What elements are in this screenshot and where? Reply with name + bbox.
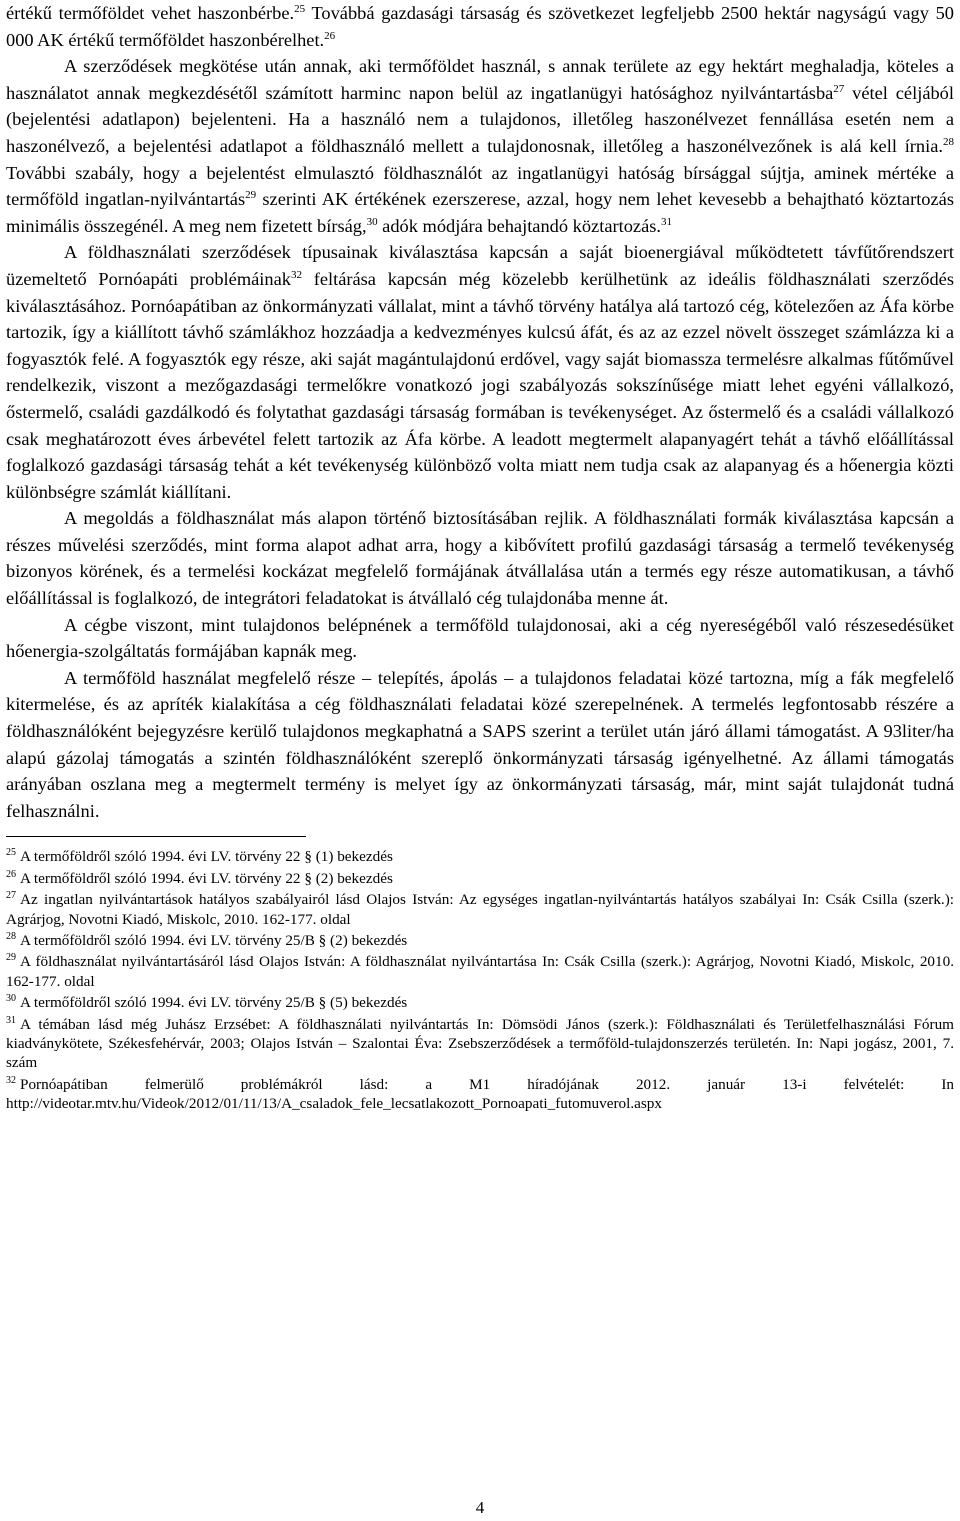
paragraph-text: A termőföld használat megfelelő része – telepítés, ápolás – a tulajdonos feladatai közé tartozna, míg a fák megfelelő kitermelése, és az apríték kialakítása a cég földhasználati feladatai közé szerepelnének. A termelés legfontosabb részére a földhasználóként bejegyzésre kerülő tulajdonos megkaphatná a SAPS szerint a terület után járó állami támogatást. A 93liter/ha alapú gázolaj támogatás a szintén földhasználóként szereplő önkormányzati társaság igényelhetné. Az állami támogatás arányában oszlana meg a megtermelt termény is melyet így az önkormányzati társaság, már, mint saját tulajdonát tudná felhasználni. [6, 667, 954, 821]
footnote [6, 1015, 954, 1073]
footnote-number: 26 [6, 868, 16, 880]
footnote-number: 29 [6, 952, 16, 964]
paragraph [6, 612, 954, 665]
footnote-ref: 30 [366, 215, 378, 228]
paragraph-text: A földhasználati szerződések típusainak kiválasztása kapcsán a saját bioenergiával működtetett távfűtőrendszert üzemeltető Pornóapáti problémáinak [6, 242, 954, 289]
footnote [6, 952, 954, 991]
footnote-text: A termőföldről szóló 1994. évi LV. törvény 25/B § (2) bekezdés [20, 932, 408, 950]
paragraph [6, 53, 954, 239]
footnote-separator [6, 836, 306, 837]
footnote-number: 32 [6, 1074, 16, 1086]
footnote-ref: 28 [943, 135, 954, 148]
footnote-ref: 26 [324, 29, 336, 42]
footnote-ref: 32 [290, 268, 302, 281]
footnote-text: Az ingatlan nyilvántartások hatályos szabályairól lásd Olajos István: Az egységes ingatlan-nyilvántartás hatályos szabályai In: Csák Csilla (szerk.): Agrárjog, Novotni Kiadó, Miskolc, 2010. 162-177. oldal [6, 891, 954, 928]
footnote-ref: 27 [833, 82, 845, 95]
footnote-text: A termőföldről szóló 1994. évi LV. törvény 22 § (1) bekezdés [20, 848, 393, 866]
footnote-text: A termőföldről szóló 1994. évi LV. törvény 25/B § (5) bekezdés [20, 994, 408, 1012]
footnote-number: 28 [6, 931, 16, 943]
paragraph-text: adók módjára behajtandó köztartozás. [377, 215, 661, 236]
paragraph [6, 239, 954, 505]
footnote [6, 847, 954, 866]
footnote-number: 25 [6, 847, 16, 859]
footnote-text: Pornóapátiban felmerülő problémákról lásd: a M1 híradójának 2012. január 13-i felvételét: In http://videotar.mtv.hu/Videok/2012/01/11/13/A_csaladok_fele_lecsatlakozott_Pornoapati_futomuverol.aspx [6, 1075, 954, 1113]
paragraph-text: A megoldás a földhasználat más alapon történő biztosításában rejlik. A földhasználati formák kiválasztása kapcsán a részes művelési szerződés, mint forma alapot adhat arra, hogy a kibővített profilú gazdasági társaság a termelő tevékenység bizonyos körének, és a termelési kockázat megfelelő formájának átvállalása után a termés egy része automatikusan, a távhő előállítással is foglalkozó, de integrátori feladatokat is átvállaló cég tulajdonába menne át. [6, 508, 954, 609]
paragraph-text: Továbbá gazdasági társaság és szövetkezet legfeljebb 2500 hektár nagyságú vagy 50 000 AK értékű termőföldet haszonbérelhet. [6, 3, 955, 50]
paragraph-text: szerinti AK értékének ezerszerese, azzal, hogy nem lehet kevesebb a behajtható köztartozás minimális összegénél. A meg nem fizetett bírság, [6, 189, 954, 236]
footnote-text: A földhasználat nyilvántartásáról lásd Olajos István: A földhasználat nyilvántartása In: Csák Csilla (szerk.): Agrárjog, Novotni Kiadó, Miskolc, 2010. 162-177. oldal [6, 953, 954, 990]
footnote-ref: 29 [245, 189, 257, 202]
paragraph-text: értékű termőföldet vehet haszonbérbe. [6, 3, 295, 23]
body-text [6, 0, 954, 824]
paragraph-text: További szabály, hogy a bejelentést elmulasztó földhasználót az ingatlanügyi hatóság bírsággal sújtja, aminek mértéke a termőföld ingatlan-nyilvántartás [6, 162, 954, 210]
footnote [6, 993, 954, 1012]
paragraph-text: A szerződések megkötése után annak, aki termőföldet használ, s annak területe az egy hektárt meghaladja, köteles a használatot annak megkezdésétől számított harminc napon belül az ingatlanügyi hatósághoz nyilvántartásba [6, 56, 954, 103]
footnote [6, 890, 954, 929]
footnote-number: 27 [6, 890, 16, 902]
footnote-number: 30 [6, 993, 16, 1005]
footnote-number: 31 [6, 1014, 16, 1026]
footnote-ref: 25 [294, 3, 306, 15]
footnote [6, 869, 954, 888]
paragraph [6, 665, 954, 825]
footnote [6, 931, 954, 950]
footnote-text: A témában lásd még Juhász Erzsébet: A földhasználati nyilvántartás In: Dömsödi János (szerk.): Földhasználati és Területfelhasználási Fórum kiadványkötete, Székesfehérvár, 2003; Olajos István – Szalontai Éva: Zsebszerződések a termőföld-tulajdonszerzés területén. In: Napi jogász, 2001, 7. szám [6, 1015, 954, 1072]
footnotes [6, 847, 954, 1113]
footnote [6, 1075, 954, 1114]
paragraph-text: A cégbe viszont, mint tulajdonos belépnének a termőföld tulajdonosai, aki a cég nyereségéből való részesedésüket hőenergia-szolgáltatás formájában kapnák meg. [6, 614, 954, 662]
page-number: 4 [475, 1498, 485, 1517]
footnote-ref: 31 [661, 215, 672, 228]
paragraph [6, 505, 954, 611]
paragraph-text: vétel céljából (bejelentési adatlapon) bejelenteni. Ha a használó nem a tulajdonos, illetőleg haszonélvezet fennállása esetén nem a haszonélvező, a bejelentési adatlapot a földhasználó mellett a tulajdonosnak, illetőleg a haszonélvezőnek is alá kell írnia. [6, 82, 954, 156]
paragraph-text: feltárása kapcsán még közelebb kerülhetünk az ideális földhasználati szerződés kiválasztásához. Pornóapátiban az önkormányzati vállalat, mint a távhő törvény hatálya alá tartozó cég, kötelezően az Áfa körbe tartozik, így a kiállított távhő számlákhoz hozzáadja a kedvezményes kulcsú áfát, és az az ezzel növelt összeget számlázza ki a fogyasztók felé. A fogyasztók egy része, aki saját magántulajdonú erdővel, vagy saját biomassza termelésre alkalmas fűtőművel rendelkezik, viszont a mezőgazdasági termelőkre vonatkozó jogi szabályozás sokszínűsége miatt lehet egyéni vállalkozó, őstermelő, családi gazdálkodó és folytathat gazdasági társaság formában is tevékenységet. Az őstermelő és a családi vállalkozó csak meghatározott éves árbevétel felett tartozik az Áfa körbe. A leadott megtermelt alapanyagért tehát a távhő előállítással foglalkozó gazdasági társaság tehát a két tevékenység különböző volta miatt nem tudja csak az alapanyag és a hőenergia közti különbségre számlát kiállítani. [6, 268, 954, 502]
footnote-text: A termőföldről szóló 1994. évi LV. törvény 22 § (2) bekezdés [20, 869, 393, 887]
paragraph [6, 0, 954, 53]
